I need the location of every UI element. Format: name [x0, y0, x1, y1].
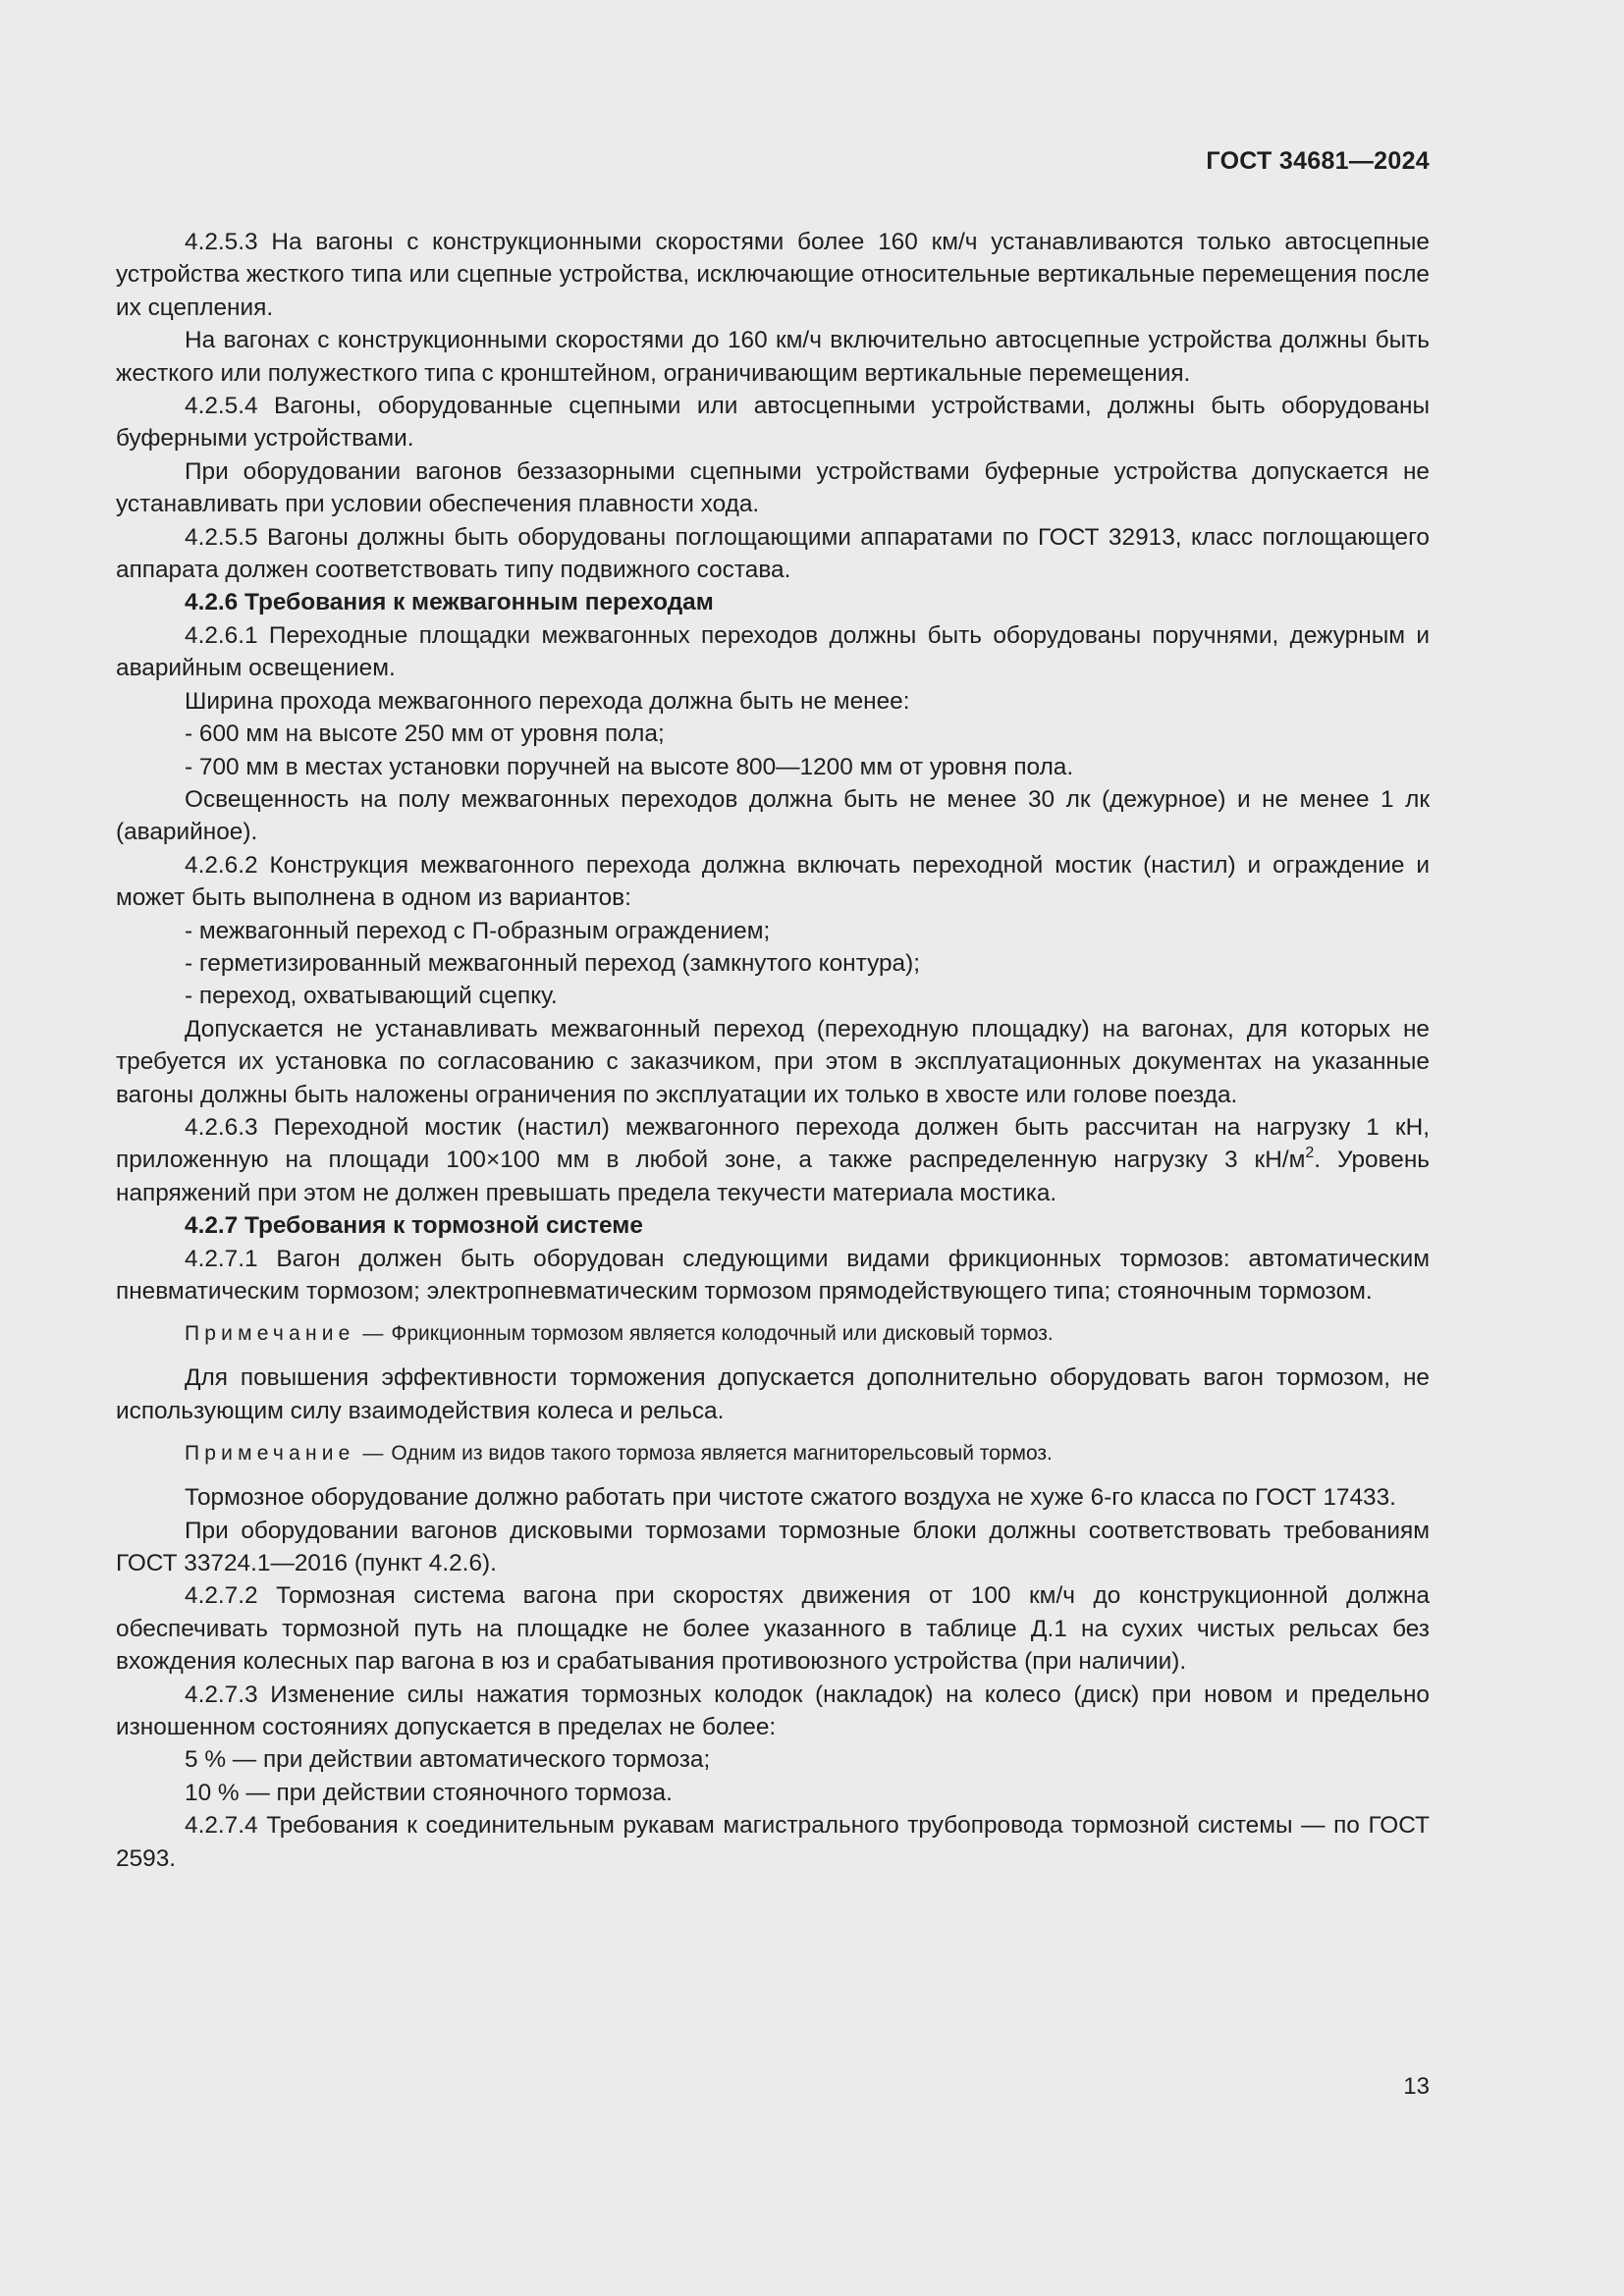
section-heading-4-2-7: 4.2.7 Требования к тормозной системе [185, 1212, 643, 1240]
superscript: 2 [1305, 1145, 1315, 1162]
paragraph-4-2-7-1: 4.2.7.1 Вагон должен быть оборудован следующими видами фрикционных тормозов: автоматическим пневматическим тормозом; электропневматическим тормозом прямодействующего типа; стояночным тормозом. [116, 1245, 1430, 1305]
document-body [116, 226, 1430, 1875]
paragraph: На вагонах с конструкционными скоростями до 160 км/ч включительно автосцепные устройства должны быть жесткого или полужесткого типа с кронштейном, ограничивающим вертикальные перемещения. [116, 327, 1430, 387]
paragraph: Допускается не устанавливать межвагонный переход (переходную площадку) на вагонах, для которых не требуется их установка по согласованию с заказчиком, при этом в эксплуатационных документах на указанные вагоны должны быть наложены ограничения по эксплуатации их только в хвосте или голове поезда. [116, 1015, 1430, 1108]
paragraph-text: 4.2.6.3 Переходной мостик (настил) межвагонного перехода должен быть рассчитан на нагрузку 1 кН, приложенную на площади 100×100 мм в любой зоне, а также распределенную нагрузку 3 кН/м [116, 1113, 1430, 1174]
paragraph: Освещенность на полу межвагонных переходов должна быть не менее 30 лк (дежурное) и не менее 1 лк (аварийное). [116, 785, 1430, 846]
paragraph-4-2-7-3: 4.2.7.3 Изменение силы нажатия тормозных колодок (накладок) на колесо (диск) при новом и предельно изношенном состояниях допускается в пределах не более: [116, 1681, 1430, 1741]
note-text: Одним из видов такого тормоза является магниторельсовый тормоз. [391, 1442, 1053, 1466]
paragraph-4-2-6-2: 4.2.6.2 Конструкция межвагонного перехода должна включать переходной мостик (настил) и ограждение и может быть выполнена в одном из вариантов: [116, 851, 1430, 912]
document-header: ГОСТ 34681—2024 [1206, 147, 1430, 175]
note-dash: — [362, 1442, 384, 1466]
paragraph: Для повышения эффективности торможения допускается дополнительно оборудовать вагон тормозом, не использующим силу взаимодействия колеса и рельса. [116, 1364, 1430, 1424]
section-heading-4-2-6: 4.2.6 Требования к межвагонным переходам [185, 589, 714, 616]
list-item: - межвагонный переход с П-образным ограждением; [185, 917, 771, 944]
note-dash: — [362, 1322, 384, 1346]
paragraph-4-2-5-3: 4.2.5.3 На вагоны с конструкционными скоростями более 160 км/ч устанавливаются только автосцепные устройства жесткого типа или сцепные устройства, исключающие относительные вертикальные перемещения после их сцепления. [116, 229, 1430, 321]
list-item: - переход, охватывающий сцепку. [185, 983, 558, 1010]
paragraph-4-2-6-3 [116, 1111, 1430, 1209]
paragraph: При оборудовании вагонов дисковыми тормозами тормозные блоки должны соответствовать требованиям ГОСТ 33724.1—2016 (пункт 4.2.6). [116, 1517, 1430, 1577]
list-item: 5 % — при действии автоматического тормоза; [185, 1746, 711, 1774]
page-number: 13 [1403, 2073, 1430, 2100]
list-item: 10 % — при действии стояночного тормоза. [185, 1779, 673, 1806]
paragraph-4-2-5-5: 4.2.5.5 Вагоны должны быть оборудованы поглощающими аппаратами по ГОСТ 32913, класс поглощающего аппарата должен соответствовать типу подвижного состава. [116, 523, 1430, 584]
paragraph-4-2-7-2: 4.2.7.2 Тормозная система вагона при скоростях движения от 100 км/ч до конструкционной должна обеспечивать тормозной путь на площадке не более указанного в таблице Д.1 на сухих чистых рельсах без вхождения колесных пар вагона в юз и срабатывания противоюзного устройства (при наличии). [116, 1582, 1430, 1676]
list-item: - герметизированный межвагонный переход (замкнутого контура); [185, 949, 921, 977]
list-item: - 600 мм на высоте 250 мм от уровня пола; [185, 721, 665, 748]
list-item: - 700 мм в местах установки поручней на высоте 800—1200 мм от уровня пола. [185, 753, 1074, 780]
paragraph: Ширина прохода межвагонного перехода должна быть не менее: [185, 687, 910, 715]
note [116, 1439, 1430, 1468]
note-label: Примечание [185, 1322, 355, 1346]
paragraph-4-2-6-1: 4.2.6.1 Переходные площадки межвагонных переходов должны быть оборудованы поручнями, дежурным и аварийным освещением. [116, 621, 1430, 682]
note-label: Примечание [185, 1442, 355, 1466]
paragraph-text: . Уровень напряжений при этом не должен превышать предела текучести материала мостика. [116, 1147, 1431, 1206]
paragraph: При оборудовании вагонов беззазорными сцепными устройствами буферные устройства допускается не устанавливать при условии обеспечения плавности хода. [116, 457, 1430, 518]
paragraph: Тормозное оборудование должно работать при чистоте сжатого воздуха не хуже 6-го класса по ГОСТ 17433. [185, 1484, 1396, 1512]
paragraph-4-2-7-4: 4.2.7.4 Требования к соединительным рукавам магистрального трубопровода тормозной системы — по ГОСТ 2593. [116, 1812, 1430, 1872]
paragraph-4-2-5-4: 4.2.5.4 Вагоны, оборудованные сцепными или автосцепными устройствами, должны быть оборудованы буферными устройствами. [116, 393, 1430, 453]
note-text: Фрикционным тормозом является колодочный или дисковый тормоз. [391, 1322, 1054, 1346]
note [116, 1319, 1430, 1349]
